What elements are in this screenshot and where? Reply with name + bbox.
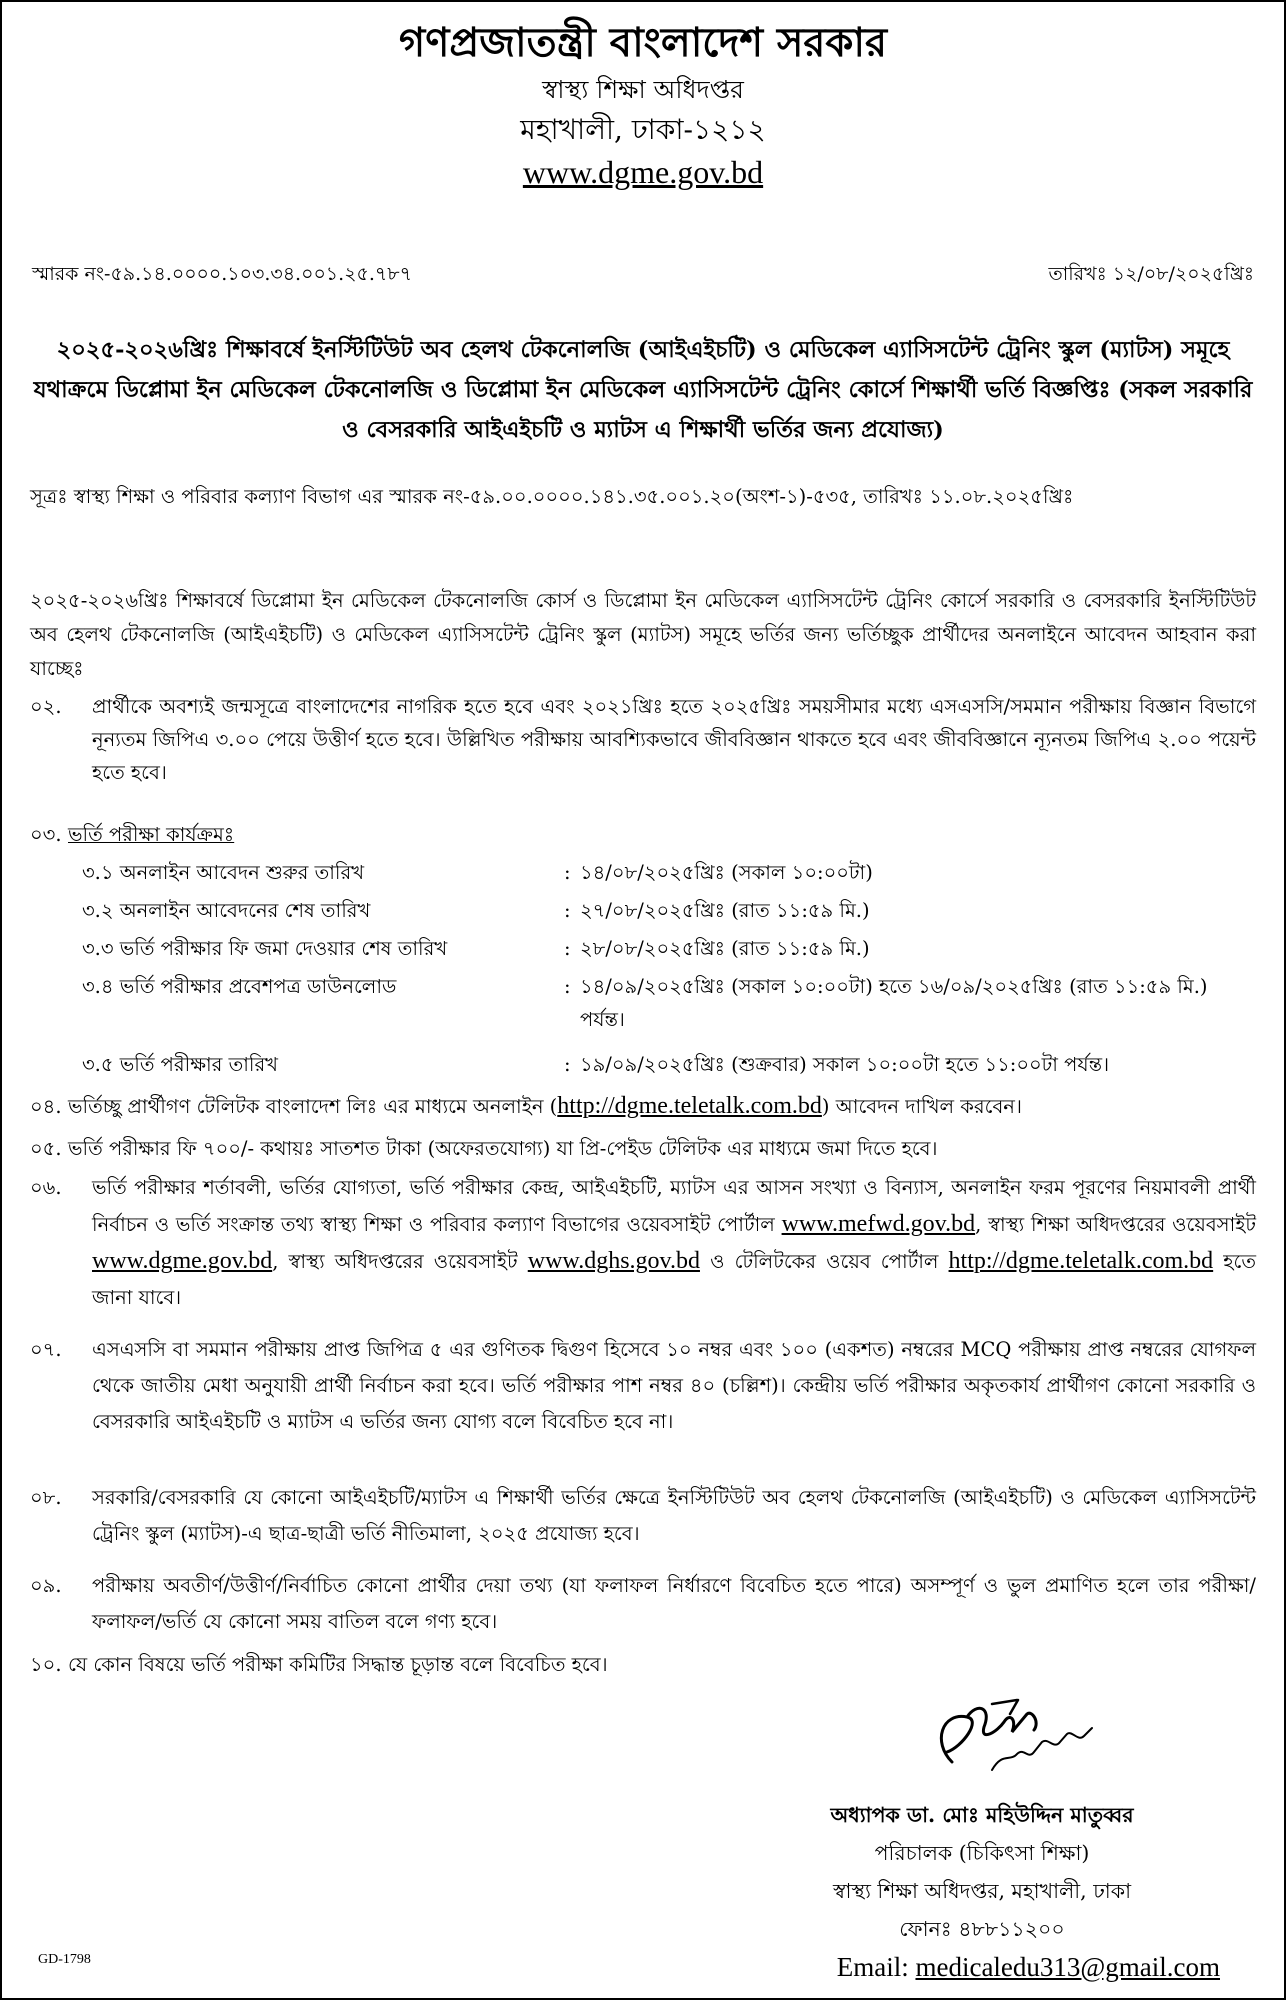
dghs-link[interactable]: www.dghs.gov.bd <box>527 1248 700 1274</box>
schedule-row <box>82 1048 1256 1081</box>
schedule-heading: ভর্তি পরীক্ষা কার্যক্রম <box>68 823 235 846</box>
schedule-colon: : <box>564 975 571 998</box>
clause-text: পরীক্ষায় অবতীর্ণ/উত্তীর্ণ/নির্বাচিত কোনো প্রার্থীর দেয়া তথ্য (যা ফলাফল নির্ধারণে বিবেচিত হতে পারে) অসম্পূর্ণ ও ভুল প্রমাণিত হলে তার পরীক্ষা/ফলাফল/ভর্তি যে কোনো সময় বাতিল বলে গণ্য হবে। <box>92 1574 1256 1633</box>
header-website-link[interactable]: www.dgme.gov.bd <box>522 154 764 190</box>
letterhead <box>2 16 1284 194</box>
signatory-office: স্বাস্থ্য শিক্ষা অধিদপ্তর, মহাখালী, ঢাকা <box>832 1879 1132 1903</box>
clause-number: ১০. <box>30 1653 62 1676</box>
handwritten-signature <box>922 1692 1102 1782</box>
schedule-value: ২৮/০৮/২০২৫খ্রিঃ (রাত ১১:৫৯ মি.) <box>580 937 870 960</box>
clause-text-part: হতে জানা যাবে। <box>92 1250 1256 1309</box>
clause-02 <box>30 690 1256 789</box>
clause-text: প্রার্থীকে অবশ্যই জন্মসূত্রে বাংলাদেশের নাগরিক হতে হবে এবং ২০২১খ্রিঃ হতে ২০২৫খ্রিঃ সময়সীমার মধ্যে এসএসসি/সমমান পরীক্ষায় বিজ্ঞান বিভাগে নূন্যতম জিপিএ ৩.০০ পেয়ে উত্তীর্ণ হতে হবে। উল্লিখিত পরীক্ষায় আবশ্যিকভাবে জীববিজ্ঞান থাকতে হবে এবং জীববিজ্ঞানে ন্যূনতম জিপিএ ২.০০ পয়েন্ট হতে হবে। <box>92 695 1256 784</box>
clause-08 <box>30 1480 1256 1552</box>
mefwd-link[interactable]: www.mefwd.gov.bd <box>781 1211 976 1237</box>
memo-row <box>32 260 1254 292</box>
signatory-phone: ফোনঃ ৪৮৮১১২০০ <box>899 1917 1065 1941</box>
schedule-colon: : <box>564 861 571 884</box>
signatory-designation: পরিচালক (চিকিৎসা শিক্ষা) <box>874 1841 1090 1865</box>
reference-line: সূত্রঃ স্বাস্থ্য শিক্ষা ও পরিবার কল্যাণ বিভাগ এর স্মারক নং-৫৯.০০.০০০০.১৪১.৩৫.০০১.২০(অংশ-১)-৫৩৫, তারিখঃ ১১.০৮.২০২৫খ্রিঃ <box>30 485 1074 508</box>
clause-text: সরকারি/বেসরকারি যে কোনো আইএইচটি/ম্যাটস এ শিক্ষার্থী ভর্তির ক্ষেত্রে ইনস্টিটিউট অব হেলথ টেকনোলজি (আইএইচটি) ও মেডিকেল এ্যাসিসটেন্ট ট্রেনিং স্কুল (ম্যাটস)-এ ছাত্র-ছাত্রী ভর্তি নীতিমালা, ২০২৫ প্রযোজ্য হবে। <box>92 1486 1256 1545</box>
schedule-colon: : <box>564 899 571 922</box>
schedule-colon: : <box>564 1053 571 1076</box>
clause-text: ভর্তি পরীক্ষার ফি ৭০০/- কথায়ঃ সাতশত টাকা (অফেরতযোগ্য) যা প্রি-পেইড টেলিটক এর মাধ্যমে জমা দিতে হবে। <box>68 1137 938 1160</box>
clause-number: ০৩. <box>30 823 62 846</box>
clause-text-part: , স্বাস্থ্য অধিদপ্তরের ওয়েবসাইট <box>272 1250 518 1273</box>
teletalk-portal-link[interactable]: http://dgme.teletalk.com.bd <box>948 1248 1214 1274</box>
clause-text-part: ও টেলিটকের ওয়েব পোর্টাল <box>710 1250 939 1273</box>
memo-number: স্মারক নং-৫৯.১৪.০০০০.১০৩.৩৪.০০১.২৫.৭৮৭ <box>32 263 412 285</box>
email-link[interactable]: medicaledu313@gmail.com <box>915 1952 1220 1982</box>
schedule-row <box>82 932 1256 965</box>
notice-subject: ২০২৫-২০২৬খ্রিঃ শিক্ষাবর্ষে ইনস্টিটিউট অব হেলথ টেকনোলজি (আইএইচটি) ও মেডিকেল এ্যাসিসটেন্ট ট্রেনিং স্কুল (ম্যাটস) সমূহে যথাক্রমে ডিপ্লোমা ইন মেডিকেল টেকনোলজি ও ডিপ্লোমা ইন মেডিকেল এ্যাসিসটেন্ট ট্রেনিং কোর্সে শিক্ষার্থী ভর্তি বিজ্ঞপ্তিঃ (সকল সরকারি ও বেসরকারি আইএইচটি ও ম্যাটস এ শিক্ষার্থী ভর্তির জন্য প্রযোজ্য) <box>33 337 1253 443</box>
clause-text: যে কোন বিষয়ে ভর্তি পরীক্ষা কমিটির সিদ্ধান্ত চূড়ান্ত বলে বিবেচিত হবে। <box>68 1653 608 1676</box>
department-name: স্বাস্থ্য শিক্ষা অধিদপ্তর <box>542 75 744 104</box>
gd-code: GD-1798 <box>38 1952 91 1967</box>
schedule-row <box>82 970 1256 1036</box>
intro-paragraph: ২০২৫-২০২৬খ্রিঃ শিক্ষাবর্ষে ডিপ্লোমা ইন মেডিকেল টেকনোলজি কোর্স ও ডিপ্লোমা ইন মেডিকেল এ্যাসিসটেন্ট ট্রেনিং কোর্সে সরকারি ও বেসরকারি ইনস্টিটিউট অব হেলথ টেকনোলজি (আইএইচটি) ও মেডিকেল এ্যাসিসটেন্ট ট্রেনিং স্কুল (ম্যাটস) সমূহে ভর্তির জন্য ভর্তিচ্ছুক প্রার্থীদের অনলাইনে আবেদন আহবান করা যাচ্ছেঃ <box>30 589 1256 680</box>
clause-number: ০৫. <box>30 1137 62 1160</box>
contact-email <box>837 1952 1220 1983</box>
government-title: গণপ্রজাতন্ত্রী বাংলাদেশ সরকার <box>399 19 887 66</box>
clause-number: ০৪. <box>30 1095 62 1118</box>
clause-10 <box>30 1648 1256 1681</box>
clause-text: এসএসসি বা সমমান পরীক্ষায় প্রাপ্ত জিপিত্র ৫ এর গুণিতক দ্বিগুণ হিসেবে ১০ নম্বর এবং ১০০ (একশত) নম্বরের MCQ পরীক্ষায় প্রাপ্ত নম্বরের যোগফল থেকে জাতীয় মেধা অনুযায়ী প্রার্থী নির্বাচন করা হবে। ভর্তি পরীক্ষার পাশ নম্বর ৪০ (চল্লিশ)। কেন্দ্রীয় ভর্তি পরীক্ষার অকৃতকার্য প্রার্থীগণ কোনো সরকারি ও বেসরকারি আইএইচটি ও ম্যাটস এ ভর্তির জন্য যোগ্য বলে বিবেচিত হবে না। <box>92 1338 1257 1433</box>
clause-number: ০৮. <box>30 1486 62 1509</box>
schedule-value: ১৪/০৮/২০২৫খ্রিঃ (সকাল ১০:০০টা) <box>580 861 873 884</box>
clause-06 <box>30 1170 1256 1316</box>
schedule-value: ২৭/০৮/২০২৫খ্রিঃ (রাত ১১:৫৯ মি.) <box>580 899 870 922</box>
office-address: মহাখালী, ঢাকা-১২১২ <box>520 113 766 146</box>
schedule-label: ৩.৪ ভর্তি পরীক্ষার প্রবেশপত্র ডাউনলোড <box>82 975 397 998</box>
schedule-value: ১৪/০৯/২০২৫খ্রিঃ (সকাল ১০:০০টা) হতে ১৬/০৯/২০২৫খ্রিঃ (রাত ১১:৫৯ মি.) পর্যন্ত। <box>580 975 1208 1031</box>
clause-05 <box>30 1132 1256 1165</box>
clause-number: ০৭. <box>30 1338 62 1361</box>
schedule-row <box>82 856 1256 889</box>
signatory-name: অধ্যাপক ডা. মোঃ মহিউদ্দিন মাতুব্বর <box>830 1803 1134 1827</box>
schedule-label: ৩.১ অনলাইন আবেদন শুরুর তারিখ <box>82 861 365 884</box>
schedule-colon: : <box>564 937 571 960</box>
dgme-link[interactable]: www.dgme.gov.bd <box>92 1248 273 1274</box>
memo-date: তারিখঃ ১২/০৮/২০২৫খ্রিঃ <box>1048 263 1254 285</box>
schedule-row <box>82 894 1256 927</box>
clause-text-part: ভর্তি পরীক্ষার শর্তাবলী, ভর্তির যোগ্যতা, ভর্তি পরীক্ষার কেন্দ্র, আইএইচটি, ম্যাটস এর আসন সংখ্যা ও বিন্যাস, অনলাইন ফরম পূরণের নিয়মাবলী প্রার্থী নির্বাচন ও ভর্তি সংক্রান্ত তথ্য স্বাস্থ্য শিক্ষা ও পরিবার কল্যাণ বিভাগের ওয়েবসাইট পোর্টাল <box>92 1176 1256 1236</box>
clause-number: ০৬. <box>30 1176 62 1199</box>
clause-number: ০২. <box>30 695 62 718</box>
clause-09 <box>30 1568 1256 1640</box>
signatory-block <box>762 1796 1202 1948</box>
clause-04 <box>30 1090 1256 1123</box>
clause-number: ০৯. <box>30 1574 62 1597</box>
clause-07 <box>30 1332 1256 1440</box>
schedule-label: ৩.৫ ভর্তি পরীক্ষার তারিখ <box>82 1053 278 1076</box>
clause-text-part: ) আবেদন দাখিল করবেন। <box>821 1095 1022 1118</box>
clause-text-part: ভর্তিচ্ছু প্রার্থীগণ টেলিটক বাংলাদেশ লিঃ এর মাধ্যমে অনলাইন ( <box>68 1095 558 1118</box>
clause-text-part: , স্বাস্থ্য শিক্ষা অধিদপ্তরের ওয়েবসাইট <box>975 1213 1256 1236</box>
teletalk-link[interactable]: http://dgme.teletalk.com.bd <box>557 1093 822 1119</box>
schedule-label: ৩.২ অনলাইন আবেদনের শেষ তারিখ <box>82 899 371 922</box>
email-label: Email: <box>836 1952 909 1982</box>
schedule-label: ৩.৩ ভর্তি পরীক্ষার ফি জমা দেওয়ার শেষ তারিখ <box>82 937 448 960</box>
clause-03 <box>30 818 1256 851</box>
schedule-value: ১৯/০৯/২০২৫খ্রিঃ (শুক্রবার) সকাল ১০:০০টা হতে ১১:০০টা পর্যন্ত। <box>580 1053 1110 1076</box>
